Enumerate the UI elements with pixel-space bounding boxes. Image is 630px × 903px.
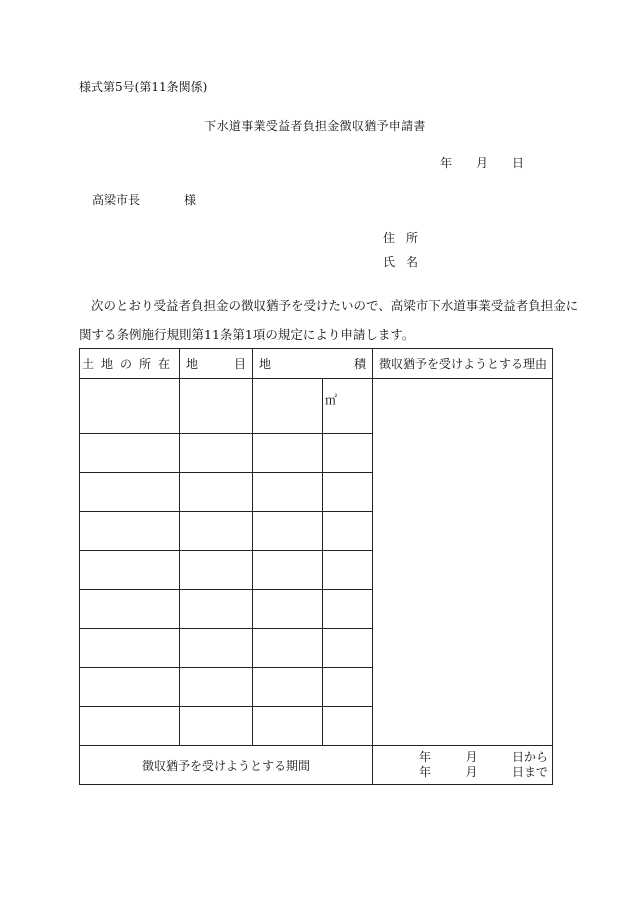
date-line <box>440 156 524 170</box>
header-land-category <box>180 349 253 379</box>
area-cell[interactable] <box>253 551 323 590</box>
period-to-year: 年 <box>419 765 432 779</box>
addressee <box>92 193 196 207</box>
area-fraction-cell[interactable] <box>323 707 373 746</box>
header-land-location: 土地の所在 <box>80 349 180 379</box>
body-text-line-2: 関する条例施行規則第11条第1項の規定により申請します。 <box>79 327 415 342</box>
body-text-line-1: 次のとおり受益者負担金の徴収猶予を受けたいので、高梁市下水道事業受益者負担金に <box>91 298 579 313</box>
reason-cell[interactable] <box>373 379 553 746</box>
period-to-day: 日まで <box>511 765 548 779</box>
location-cell[interactable] <box>80 629 180 668</box>
area-unit: ㎡ <box>323 379 373 434</box>
category-cell[interactable] <box>180 512 253 551</box>
location-cell[interactable] <box>80 379 180 434</box>
category-cell[interactable] <box>180 707 253 746</box>
area-fraction-cell[interactable] <box>323 590 373 629</box>
area-fraction-cell[interactable] <box>323 434 373 473</box>
area-fraction-cell[interactable] <box>323 512 373 551</box>
area-cell[interactable] <box>253 512 323 551</box>
location-cell[interactable] <box>80 707 180 746</box>
area-fraction-cell[interactable] <box>323 629 373 668</box>
period-from-day: 日から <box>511 750 548 764</box>
period-to-month: 月 <box>465 765 478 779</box>
period-label: 徴収猶予を受けようとする期間 <box>80 746 373 785</box>
area-cell[interactable] <box>253 590 323 629</box>
category-cell[interactable] <box>180 379 253 434</box>
area-char-2: 積 <box>353 357 366 371</box>
category-cell[interactable] <box>180 434 253 473</box>
period-from-year: 年 <box>419 750 432 764</box>
date-month: 月 <box>476 156 489 170</box>
address-char-1: 住 <box>383 231 396 245</box>
period-dates[interactable] <box>373 746 553 785</box>
category-cell[interactable] <box>180 668 253 707</box>
applicant-name-label <box>383 255 418 269</box>
land-category-char-2: 目 <box>233 357 246 371</box>
area-cell[interactable] <box>253 668 323 707</box>
area-fraction-cell[interactable] <box>323 551 373 590</box>
area-fraction-cell[interactable] <box>323 473 373 512</box>
address-char-2: 所 <box>406 231 419 245</box>
category-cell[interactable] <box>180 629 253 668</box>
location-cell[interactable] <box>80 512 180 551</box>
period-from-month: 月 <box>465 750 478 764</box>
land-category-char-1: 地 <box>186 357 199 371</box>
period-from <box>373 750 552 765</box>
area-cell[interactable] <box>253 473 323 512</box>
document-title: 下水道事業受益者負担金徴収猶予申請書 <box>204 119 426 133</box>
date-day: 日 <box>512 156 525 170</box>
applicant-address-label <box>383 231 418 245</box>
name-char-2: 名 <box>406 255 419 269</box>
area-cell[interactable] <box>253 629 323 668</box>
header-reason: 徴収猶予を受けようとする理由 <box>373 349 553 379</box>
addressee-name: 高梁市長 <box>92 193 141 207</box>
area-cell[interactable] <box>253 707 323 746</box>
date-year: 年 <box>440 156 453 170</box>
header-area <box>253 349 373 379</box>
location-cell[interactable] <box>80 668 180 707</box>
category-cell[interactable] <box>180 473 253 512</box>
category-cell[interactable] <box>180 551 253 590</box>
area-char-1: 地 <box>259 357 272 371</box>
application-table <box>79 348 553 785</box>
area-cell[interactable] <box>253 379 323 434</box>
name-char-1: 氏 <box>383 255 396 269</box>
category-cell[interactable] <box>180 590 253 629</box>
addressee-suffix: 様 <box>184 193 197 207</box>
area-cell[interactable] <box>253 434 323 473</box>
location-cell[interactable] <box>80 551 180 590</box>
location-cell[interactable] <box>80 590 180 629</box>
location-cell[interactable] <box>80 473 180 512</box>
location-cell[interactable] <box>80 434 180 473</box>
form-number: 様式第5号(第11条関係) <box>79 80 208 94</box>
period-to <box>373 765 552 780</box>
area-fraction-cell[interactable] <box>323 668 373 707</box>
